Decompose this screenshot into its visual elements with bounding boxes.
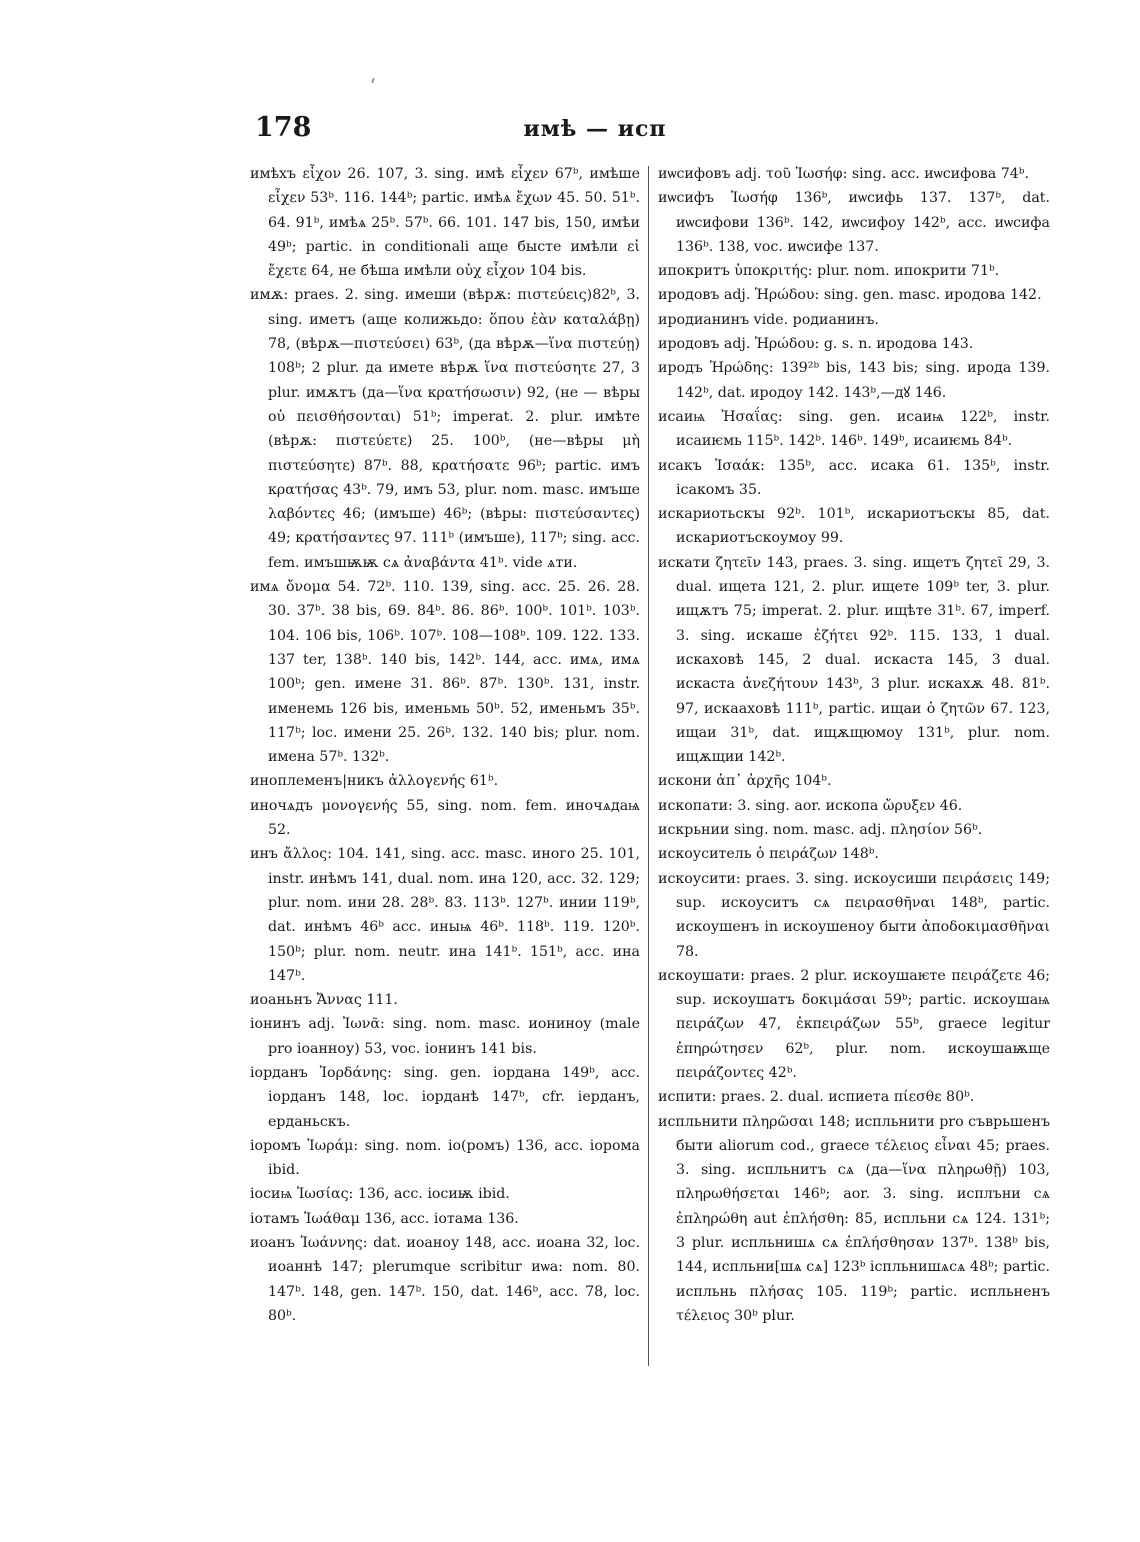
dictionary-entry: инъ ἄλλος: 104. 141, sing. acc. masc. иного 25. 101, instr. инѣмъ 141, dual. nom. ина 120, acc. 32. 129; plur. nom. ини 28. 28ᵇ. 83. 113ᵇ. 127ᵇ. инии 119ᵇ, dat. инѣмъ 46ᵇ acc. иныѩ 46ᵇ. 118ᵇ. 119. 120ᵇ. 150ᵇ; plur. nom. neutr. ина 141ᵇ. 151ᵇ, acc. ина 147ᵇ. — [250, 846, 640, 984]
dictionary-entry: ипокритъ ὑποκριτής: plur. nom. ипокрити 71ᵇ. — [658, 263, 1000, 280]
dictionary-entry: іотамъ Ἰωάθαμ 136, acc. іотама 136. — [250, 1210, 519, 1227]
dictionary-entry: искоуситель ὁ πειράζων 148ᵇ. — [658, 846, 879, 863]
column-divider — [648, 166, 649, 1366]
dictionary-entry: иродовъ adj. Ἡρώδου: g. s. n. иродова 143. — [658, 336, 974, 353]
stray-mark — [371, 78, 375, 83]
right-column — [658, 162, 1050, 1328]
dictionary-entry: иоаньнъ Ἄννας 111. — [250, 992, 398, 1009]
dictionary-entry: іорданъ Ἰορδάνης: sing. gen. іордана 149ᵇ, acc. іорданъ 148, loc. іорданѣ 147ᵇ, cfr. іерданъ, ерданьскъ. — [250, 1064, 640, 1130]
dictionary-entry: іонинъ adj. Ἰωνᾶ: sing. nom. masc. иониноу (male pro іоанноу) 53, voc. іонинъ 141 bis. — [250, 1016, 640, 1057]
dictionary-entry: іосиѩ Ἰωσίας: 136, acc. іосиѭ ibid. — [250, 1186, 510, 1203]
dictionary-entry: испити: praes. 2. dual. испиета πίεσθε 80ᵇ. — [658, 1089, 975, 1106]
dictionary-entry: искрьнии sing. nom. masc. adj. πλησίον 56ᵇ. — [658, 822, 983, 839]
dictionary-entry: имѧ ὄνομα 54. 72ᵇ. 110. 139, sing. acc. 25. 26. 28. 30. 37ᵇ. 38 bis, 69. 84ᵇ. 86. 86ᵇ. 100ᵇ. 101ᵇ. 103ᵇ. 104. 106 bis, 106ᵇ. 107ᵇ. 108—108ᵇ. 109. 122. 133. 137 ter, 138ᵇ. 140 bis, 142ᵇ. 144, acc. имѧ, имѧ 100ᵇ; gen. имене 31. 86ᵇ. 87ᵇ. 130ᵇ. 131, instr. именемь 126 bis, именьмь 50ᵇ. 52, именьмъ 35ᵇ. 117ᵇ; loc. имени 25. 26ᵇ. 132. 140 bis; plur. nom. имена 57ᵇ. 132ᵇ. — [250, 579, 640, 766]
dictionary-entry: имѫ: praes. 2. sing. имеши (вѣрѫ: πιστεύεις)82ᵇ, 3. sing. иметъ (аще колижьдо: ὅπου ἐὰν καταλάβῃ) 78, (вѣрѫ—πιστεύσει) 63ᵇ, (да вѣрѫ—ἵνα πιστεύῃ) 108ᵇ; 2 plur. да имете вѣрѫ ἵνα πιστεύσητε 27, 3 plur. имѫтъ (да—ἵνα κρατήσωσιν) 92, (не — вѣры οὐ πεισθήσονται) 51ᵇ; imperat. 2. plur. имѣте (вѣрѫ: πιστεύετε) 25. 100ᵇ, (не—вѣры μὴ πιστεύσητε) 87ᵇ. 88, κρατήσατε 96ᵇ; partic. имъ κρατήσας 43ᵇ. 79, имъ 53, plur. nom. masc. имъше λαβόντες 46; (имъше) 46ᵇ; (вѣры: πιστεύσαντες) 49; κρατήσαντες 97. 111ᵇ (имъше), 117ᵇ; sing. acc. fem. имъшѭѭ сѧ ἀναβάντα 41ᵇ. vide ѧти. — [250, 287, 640, 571]
dictionary-entry: искати ζητεῖν 143, praes. 3. sing. ищетъ ζητεῖ 29, 3. dual. ищета 121, 2. plur. ищете 109ᵇ ter, 3. plur. ищѫтъ 75; imperat. 2. plur. ищѣте 31ᵇ. 67, imperf. 3. sing. искаше ἐζήτει 92ᵇ. 115. 133, 1 dual. искаховѣ 145, 2 dual. искаста 145, 3 dual. искаста ἀνεζήτουν 143ᵇ, 3 plur. искахѫ 48. 81ᵇ. 97, искааховѣ 111ᵇ, partic. ищаи ὁ ζητῶν 67. 123, ищаи 31ᵇ, dat. ищѫщюмоу 131ᵇ, plur. nom. ищѫщии 142ᵇ. — [658, 554, 1050, 766]
dictionary-entry: иноплеменъ|никъ ἀλλογενής 61ᵇ. — [250, 773, 499, 790]
dictionary-entry: иоанъ Ἰωάννης: dat. иоаноу 148, acc. иоана 32, loc. иоаннѣ 147; plerumque scribitur иѡа: nom. 80. 147ᵇ. 148, gen. 147ᵇ. 150, dat. 146ᵇ, acc. 78, loc. 80ᵇ. — [250, 1235, 640, 1324]
dictionary-entry: исаиѩ Ἠσαΐας: sing. gen. исаиѩ 122ᵇ, instr. исаиѥмь 115ᵇ. 142ᵇ. 146ᵇ. 149ᵇ, исаиѥмь 84ᵇ. — [658, 408, 1050, 450]
dictionary-entry: искариотьскꙑ 92ᵇ. 101ᵇ, искариотъскꙑ 85, dat. искариотъскоумоу 99. — [658, 506, 1050, 547]
left-column — [250, 162, 640, 1328]
dictionary-entry: иѡсифъ Ἰωσήφ 136ᵇ, иѡсифь 137. 137ᵇ, dat. иѡсифови 136ᵇ. 142, иѡсифоу 142ᵇ, acc. иѡсифа 136ᵇ. 138, voc. иѡсифе 137. — [658, 190, 1050, 255]
dictionary-entry: иродовъ adj. Ἡρώδου: sing. gen. masc. иродова 142. — [658, 287, 1042, 304]
page-number: 178 — [255, 112, 312, 143]
dictionary-entry: искони ἀπ᾽ ἀρχῆς 104ᵇ. — [658, 773, 832, 790]
dictionary-entry: иродианинъ vide. родианинъ. — [658, 311, 879, 328]
dictionary-entry: искоусити: praes. 3. sing. искоусиши πειράσεις 149; sup. искоуситъ сѧ πειρασθῆναι 148ᵇ, partic. искоушенъ in искоушеноу быти ἀποδοκιμασθῆναι 78. — [658, 870, 1050, 960]
dictionary-entry: иѡсифовъ adj. τοῦ Ἰωσήφ: sing. acc. иѡсифова 74ᵇ. — [658, 166, 1029, 182]
running-head: имѣ — исп — [523, 116, 667, 142]
dictionary-entry: иродъ Ἡρώδης: 139²ᵇ bis, 143 bis; sing. ирода 139. 142ᵇ, dat. иродоу 142. 143ᵇ,—дꙋ 146. — [658, 360, 1050, 401]
dictionary-entry: иночѧдъ μονογενής 55, sing. nom. fem. иночѧдаѩ 52. — [250, 797, 640, 839]
dictionary-entry: искоушати: praes. 2 plur. искоушаѥте πειράζετε 46; sup. искоушатъ δοκιμάσαι 59ᵇ; partic. искоушаѩ πειράζων 47, ἐκπειράζων 55ᵇ, graece legitur ἐπηρώτησεν 62ᵇ, plur. nom. искоушаѭще πειράζοντες 42ᵇ. — [658, 967, 1050, 1081]
dictionary-entry: іоромъ Ἰωράμ: sing. nom. іо(ромъ) 136, acc. іорома ibid. — [250, 1137, 640, 1179]
dictionary-entry: имѣхъ εἶχον 26. 107, 3. sing. имѣ εἶχεν 67ᵇ, имѣше εἶχεν 53ᵇ. 116. 144ᵇ; partic. имѣѧ ἔχων 45. 50. 51ᵇ. 64. 91ᵇ, имѣѧ 25ᵇ. 57ᵇ. 66. 101. 147 bis, 150, имѣи 49ᵇ; partic. in conditionali аще бысте имѣли εἰ ἔχετε 64, не бѣша имѣли οὐχ εἶχον 104 bis. — [250, 166, 640, 280]
dictionary-entry: испльнити πληρῶσαι 148; испльнити pro съврьшенъ быти aliorum cod., graece τέλειος εἶναι 45; praes. 3. sing. испльнитъ сѧ (да—ἵνα πληρωθῇ) 103, πληρωθήσεται 146ᵇ; aor. 3. sing. исплъни сѧ ἐπληρώθη aut ἐπλήσθη: 85, испльни сѧ 124. 131ᵇ; 3 plur. испльнишѧ сѧ ἐπλήσθησαν 137ᵇ. 138ᵇ bis, 144, испльни[шѧ сѧ] 123ᵇ іспльнишѧсѧ 48ᵇ; partic. испльнь πλήσας 105. 119ᵇ; partic. испльненъ τέλειος 30ᵇ plur. — [658, 1113, 1050, 1324]
dictionary-entry: исакъ Ἰσαάκ: 135ᵇ, acc. исака 61. 135ᵇ, instr. ісакомъ 35. — [658, 457, 1050, 498]
dictionary-entry: ископати: 3. sing. aor. ископа ὤρυξεν 46. — [658, 797, 963, 814]
